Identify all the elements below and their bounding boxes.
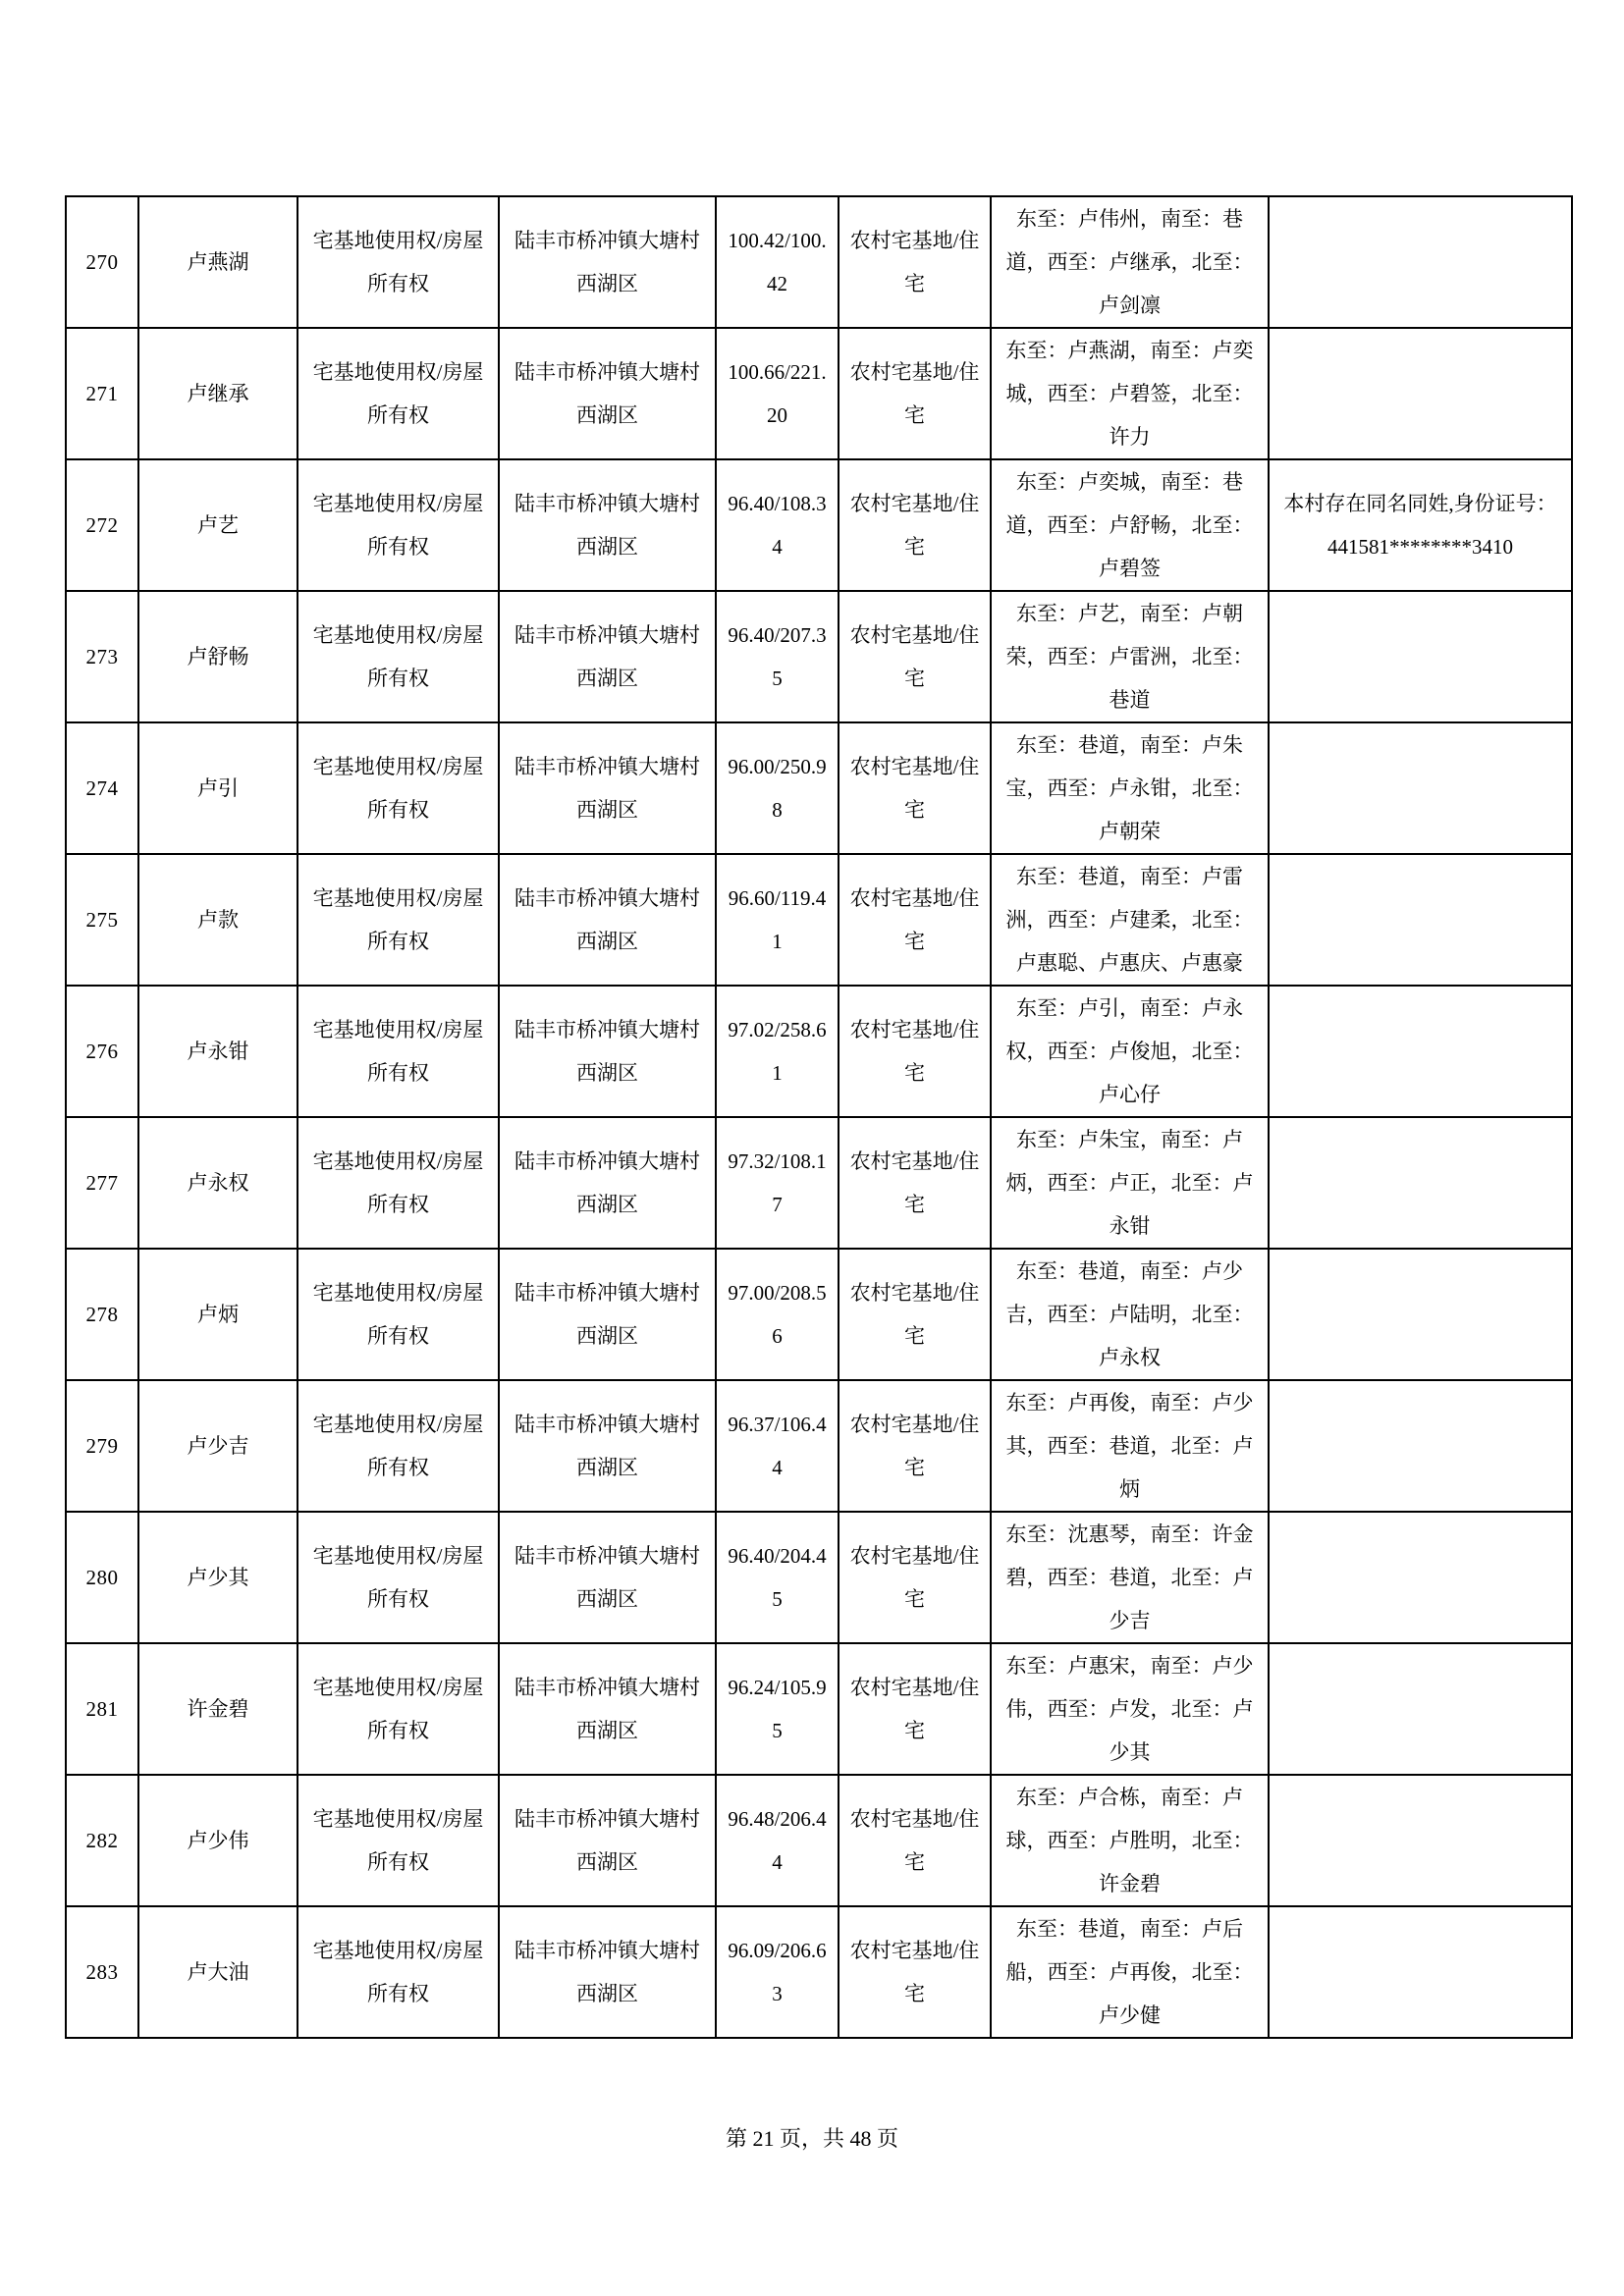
- boundary-description: 东至：巷道，南至：卢后船，西至：卢再俊，北至：卢少健: [991, 1906, 1269, 2038]
- remark: [1269, 1906, 1572, 2038]
- owner-name: 卢款: [138, 854, 298, 986]
- right-type: 宅基地使用权/房屋所有权: [298, 459, 499, 591]
- table-row: [66, 1512, 1572, 1643]
- parcel-location: 陆丰市桥冲镇大塘村西湖区: [499, 591, 716, 722]
- remark: [1269, 722, 1572, 854]
- table-row: [66, 986, 1572, 1117]
- right-type: 宅基地使用权/房屋所有权: [298, 1775, 499, 1906]
- parcel-location: 陆丰市桥冲镇大塘村西湖区: [499, 1775, 716, 1906]
- remark: [1269, 1249, 1572, 1380]
- table-row: [66, 196, 1572, 328]
- remark: [1269, 1775, 1572, 1906]
- table-row: [66, 1117, 1572, 1249]
- area-values: 97.00/208.56: [716, 1249, 839, 1380]
- land-use-type: 农村宅基地/住宅: [839, 1906, 991, 2038]
- boundary-description: 东至：卢再俊，南至：卢少其，西至：巷道，北至：卢炳: [991, 1380, 1269, 1512]
- boundary-description: 东至：卢燕湖，南至：卢奕城，西至：卢碧签，北至：许力: [991, 328, 1269, 459]
- owner-name: 卢永钳: [138, 986, 298, 1117]
- owner-name: 卢大油: [138, 1906, 298, 2038]
- owner-name: 卢炳: [138, 1249, 298, 1380]
- parcel-location: 陆丰市桥冲镇大塘村西湖区: [499, 1117, 716, 1249]
- land-use-type: 农村宅基地/住宅: [839, 328, 991, 459]
- owner-name: 卢少伟: [138, 1775, 298, 1906]
- right-type: 宅基地使用权/房屋所有权: [298, 1906, 499, 2038]
- land-rights-table: [65, 195, 1573, 2039]
- area-values: 97.32/108.17: [716, 1117, 839, 1249]
- remark: [1269, 1512, 1572, 1643]
- boundary-description: 东至：沈惠琴，南至：许金碧，西至：巷道，北至：卢少吉: [991, 1512, 1269, 1643]
- owner-name: 许金碧: [138, 1643, 298, 1775]
- remark: [1269, 1643, 1572, 1775]
- area-values: 97.02/258.61: [716, 986, 839, 1117]
- right-type: 宅基地使用权/房屋所有权: [298, 196, 499, 328]
- remark: [1269, 328, 1572, 459]
- table-row: [66, 1249, 1572, 1380]
- row-number: 279: [66, 1380, 138, 1512]
- area-values: 96.40/108.34: [716, 459, 839, 591]
- table-row: [66, 854, 1572, 986]
- table-row: [66, 1380, 1572, 1512]
- right-type: 宅基地使用权/房屋所有权: [298, 591, 499, 722]
- row-number: 282: [66, 1775, 138, 1906]
- parcel-location: 陆丰市桥冲镇大塘村西湖区: [499, 328, 716, 459]
- parcel-location: 陆丰市桥冲镇大塘村西湖区: [499, 1906, 716, 2038]
- right-type: 宅基地使用权/房屋所有权: [298, 1512, 499, 1643]
- area-values: 96.40/204.45: [716, 1512, 839, 1643]
- land-use-type: 农村宅基地/住宅: [839, 1117, 991, 1249]
- boundary-description: 东至：卢朱宝，南至：卢炳，西至：卢正，北至：卢永钳: [991, 1117, 1269, 1249]
- boundary-description: 东至：卢艺，南至：卢朝荣，西至：卢雷洲，北至：巷道: [991, 591, 1269, 722]
- parcel-location: 陆丰市桥冲镇大塘村西湖区: [499, 1643, 716, 1775]
- boundary-description: 东至：卢引，南至：卢永权，西至：卢俊旭，北至：卢心仔: [991, 986, 1269, 1117]
- row-number: 280: [66, 1512, 138, 1643]
- boundary-description: 东至：巷道，南至：卢雷洲，西至：卢建柔，北至：卢惠聪、卢惠庆、卢惠豪: [991, 854, 1269, 986]
- row-number: 274: [66, 722, 138, 854]
- table-row: [66, 1906, 1572, 2038]
- land-use-type: 农村宅基地/住宅: [839, 854, 991, 986]
- owner-name: 卢艺: [138, 459, 298, 591]
- land-use-type: 农村宅基地/住宅: [839, 722, 991, 854]
- boundary-description: 东至：巷道，南至：卢朱宝，西至：卢永钳，北至：卢朝荣: [991, 722, 1269, 854]
- land-use-type: 农村宅基地/住宅: [839, 1249, 991, 1380]
- parcel-location: 陆丰市桥冲镇大塘村西湖区: [499, 459, 716, 591]
- owner-name: 卢永权: [138, 1117, 298, 1249]
- owner-name: 卢舒畅: [138, 591, 298, 722]
- land-use-type: 农村宅基地/住宅: [839, 591, 991, 722]
- owner-name: 卢引: [138, 722, 298, 854]
- remark: [1269, 986, 1572, 1117]
- land-use-type: 农村宅基地/住宅: [839, 986, 991, 1117]
- area-values: 96.48/206.44: [716, 1775, 839, 1906]
- table-row: [66, 1643, 1572, 1775]
- row-number: 278: [66, 1249, 138, 1380]
- parcel-location: 陆丰市桥冲镇大塘村西湖区: [499, 1512, 716, 1643]
- remark: 本村存在同名同姓,身份证号：441581********3410: [1269, 459, 1572, 591]
- area-values: 100.42/100.42: [716, 196, 839, 328]
- row-number: 277: [66, 1117, 138, 1249]
- area-values: 100.66/221.20: [716, 328, 839, 459]
- parcel-location: 陆丰市桥冲镇大塘村西湖区: [499, 196, 716, 328]
- row-number: 272: [66, 459, 138, 591]
- area-values: 96.00/250.98: [716, 722, 839, 854]
- land-use-type: 农村宅基地/住宅: [839, 1380, 991, 1512]
- area-values: 96.37/106.44: [716, 1380, 839, 1512]
- parcel-location: 陆丰市桥冲镇大塘村西湖区: [499, 854, 716, 986]
- right-type: 宅基地使用权/房屋所有权: [298, 1643, 499, 1775]
- land-use-type: 农村宅基地/住宅: [839, 196, 991, 328]
- parcel-location: 陆丰市桥冲镇大塘村西湖区: [499, 1249, 716, 1380]
- land-use-type: 农村宅基地/住宅: [839, 1512, 991, 1643]
- remark: [1269, 196, 1572, 328]
- boundary-description: 东至：卢合栋，南至：卢球，西至：卢胜明，北至：许金碧: [991, 1775, 1269, 1906]
- right-type: 宅基地使用权/房屋所有权: [298, 1117, 499, 1249]
- area-values: 96.09/206.63: [716, 1906, 839, 2038]
- table-row: [66, 591, 1572, 722]
- owner-name: 卢少吉: [138, 1380, 298, 1512]
- row-number: 276: [66, 986, 138, 1117]
- area-values: 96.24/105.95: [716, 1643, 839, 1775]
- parcel-location: 陆丰市桥冲镇大塘村西湖区: [499, 1380, 716, 1512]
- right-type: 宅基地使用权/房屋所有权: [298, 1380, 499, 1512]
- owner-name: 卢继承: [138, 328, 298, 459]
- row-number: 270: [66, 196, 138, 328]
- parcel-location: 陆丰市桥冲镇大塘村西湖区: [499, 722, 716, 854]
- owner-name: 卢燕湖: [138, 196, 298, 328]
- boundary-description: 东至：卢奕城，南至：巷道，西至：卢舒畅，北至：卢碧签: [991, 459, 1269, 591]
- boundary-description: 东至：巷道，南至：卢少吉，西至：卢陆明，北至：卢永权: [991, 1249, 1269, 1380]
- remark: [1269, 854, 1572, 986]
- table-row: [66, 459, 1572, 591]
- owner-name: 卢少其: [138, 1512, 298, 1643]
- remark: [1269, 591, 1572, 722]
- row-number: 281: [66, 1643, 138, 1775]
- parcel-location: 陆丰市桥冲镇大塘村西湖区: [499, 986, 716, 1117]
- table-row: [66, 722, 1572, 854]
- table-row: [66, 1775, 1572, 1906]
- right-type: 宅基地使用权/房屋所有权: [298, 328, 499, 459]
- right-type: 宅基地使用权/房屋所有权: [298, 986, 499, 1117]
- land-use-type: 农村宅基地/住宅: [839, 459, 991, 591]
- land-use-type: 农村宅基地/住宅: [839, 1775, 991, 1906]
- boundary-description: 东至：卢伟州，南至：巷道，西至：卢继承，北至：卢剑凛: [991, 196, 1269, 328]
- row-number: 283: [66, 1906, 138, 2038]
- remark: [1269, 1380, 1572, 1512]
- land-use-type: 农村宅基地/住宅: [839, 1643, 991, 1775]
- right-type: 宅基地使用权/房屋所有权: [298, 1249, 499, 1380]
- row-number: 273: [66, 591, 138, 722]
- right-type: 宅基地使用权/房屋所有权: [298, 722, 499, 854]
- area-values: 96.40/207.35: [716, 591, 839, 722]
- page-footer: 第 21 页，共 48 页: [725, 2126, 898, 2151]
- remark: [1269, 1117, 1572, 1249]
- row-number: 275: [66, 854, 138, 986]
- boundary-description: 东至：卢惠宋，南至：卢少伟，西至：卢发，北至：卢少其: [991, 1643, 1269, 1775]
- right-type: 宅基地使用权/房屋所有权: [298, 854, 499, 986]
- row-number: 271: [66, 328, 138, 459]
- table-row: [66, 328, 1572, 459]
- area-values: 96.60/119.41: [716, 854, 839, 986]
